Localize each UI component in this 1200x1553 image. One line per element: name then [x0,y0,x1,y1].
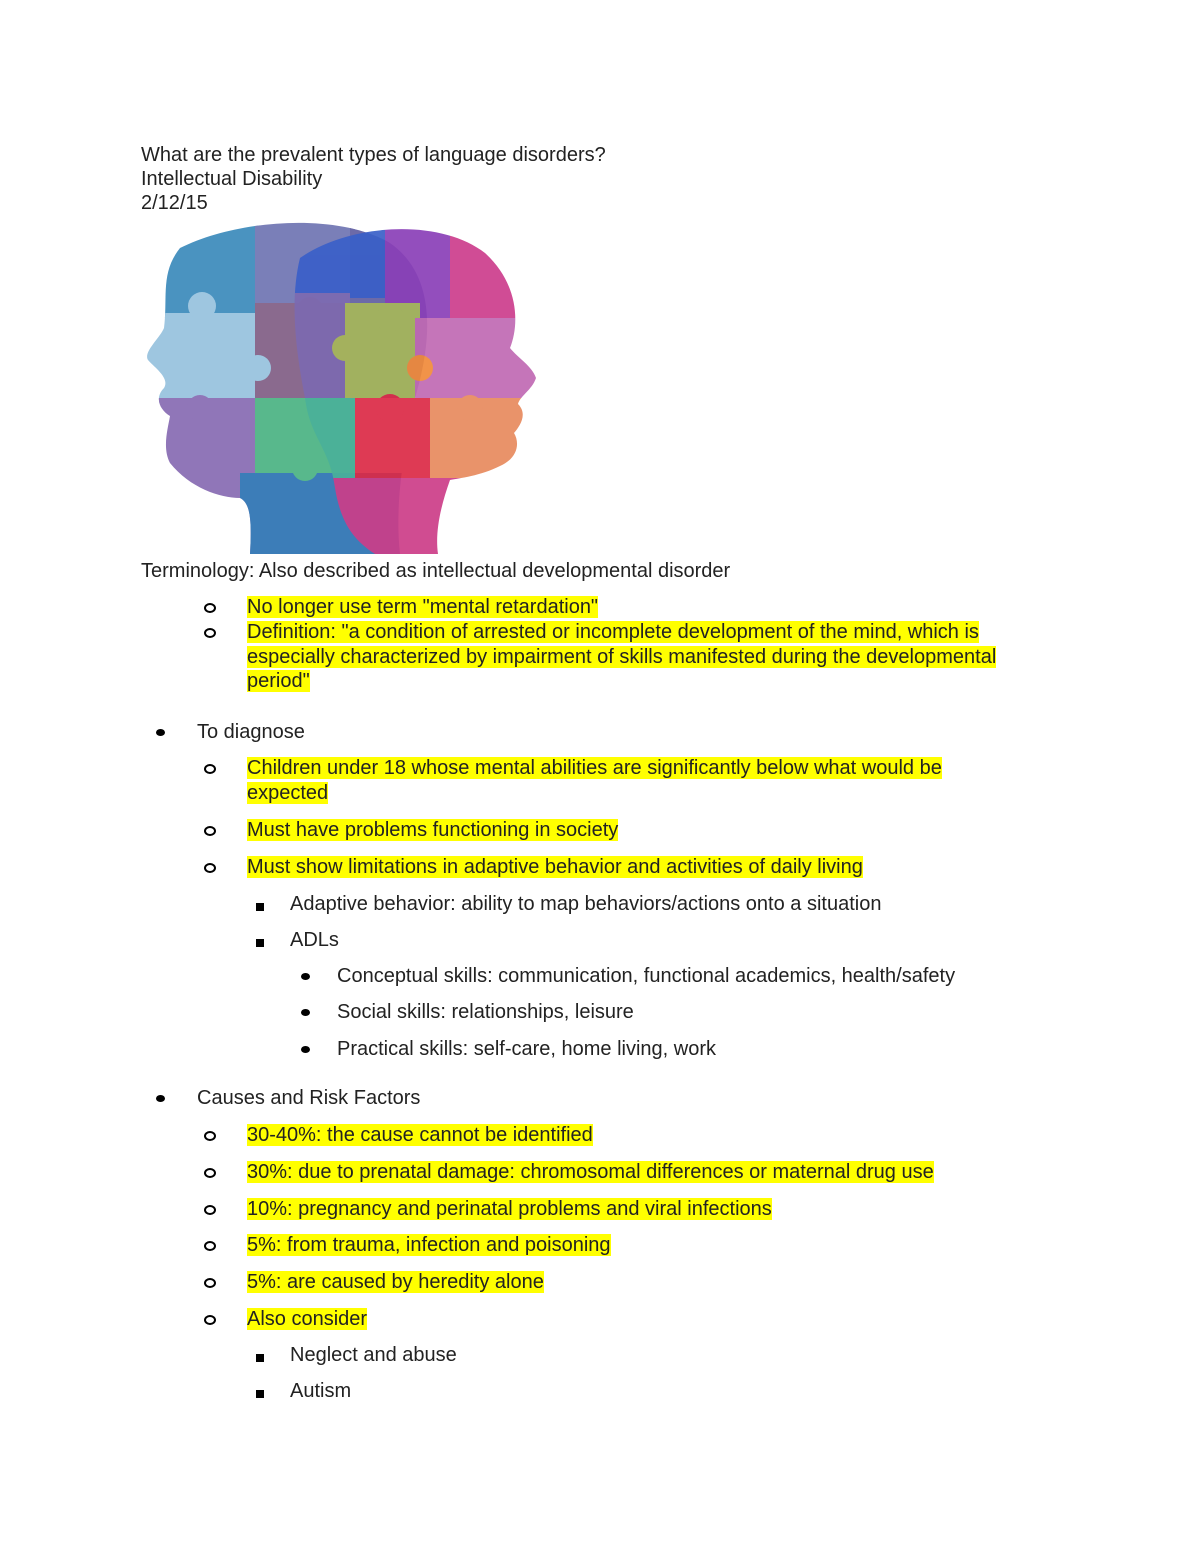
diagnose-subsub-item: Conceptual skills: communication, functional academics, health/safety [337,965,956,987]
causes-item: 5%: from trauma, infection and poisoning [247,1234,611,1256]
square-bullet-icon [256,1390,264,1398]
dot-bullet-icon [301,973,310,980]
circle-bullet-icon [204,1278,216,1288]
causes-sub-item: Autism [290,1380,352,1402]
terminology-item: period" [247,670,310,692]
circle-bullet-icon [204,1131,216,1141]
page-date: 2/12/15 [141,192,208,214]
circle-bullet-icon [204,603,216,613]
circle-bullet-icon [204,1241,216,1251]
puzzle-heads-illustration [140,218,540,554]
causes-item: 30%: due to prenatal damage: chromosomal differences or maternal drug use [247,1161,934,1183]
circle-bullet-icon [204,826,216,836]
circle-bullet-icon [204,1315,216,1325]
circle-bullet-icon [204,628,216,638]
diagnose-item: Children under 18 whose mental abilities are significantly below what would be [247,757,942,779]
circle-bullet-icon [204,863,216,873]
diagnose-item: Must show limitations in adaptive behavior and activities of daily living [247,856,863,878]
dot-bullet-icon [156,1095,165,1102]
causes-sub-item: Neglect and abuse [290,1344,457,1366]
circle-bullet-icon [204,1205,216,1215]
diagnose-label: To diagnose [197,721,305,743]
diagnose-item: expected [247,782,329,804]
dot-bullet-icon [301,1046,310,1053]
terminology-item: No longer use term "mental retardation" [247,596,599,618]
diagnose-subsub-item: Social skills: relationships, leisure [337,1001,634,1023]
causes-item: Also consider [247,1308,368,1330]
page-topic: Intellectual Disability [141,168,323,190]
diagnose-sub-item: Adaptive behavior: ability to map behaviors/actions onto a situation [290,893,882,915]
terminology-item: Definition: "a condition of arrested or incomplete development of the mind, which is [247,621,979,643]
causes-item: 30-40%: the cause cannot be identified [247,1124,593,1146]
dot-bullet-icon [301,1009,310,1016]
causes-label: Causes and Risk Factors [197,1087,421,1109]
terminology-text: Terminology: Also described as intellectual developmental disorder [141,560,731,582]
dot-bullet-icon [156,729,165,736]
circle-bullet-icon [204,1168,216,1178]
causes-item: 5%: are caused by heredity alone [247,1271,544,1293]
circle-bullet-icon [204,764,216,774]
diagnose-subsub-item: Practical skills: self-care, home living, work [337,1038,716,1060]
diagnose-item: Must have problems functioning in society [247,819,619,841]
square-bullet-icon [256,1354,264,1362]
square-bullet-icon [256,903,264,911]
terminology-item: especially characterized by impairment of skills manifested during the developmental [247,646,997,668]
square-bullet-icon [256,939,264,947]
diagnose-sub-item: ADLs [290,929,339,951]
causes-item: 10%: pregnancy and perinatal problems and viral infections [247,1198,772,1220]
page-question: What are the prevalent types of language disorders? [141,144,606,166]
